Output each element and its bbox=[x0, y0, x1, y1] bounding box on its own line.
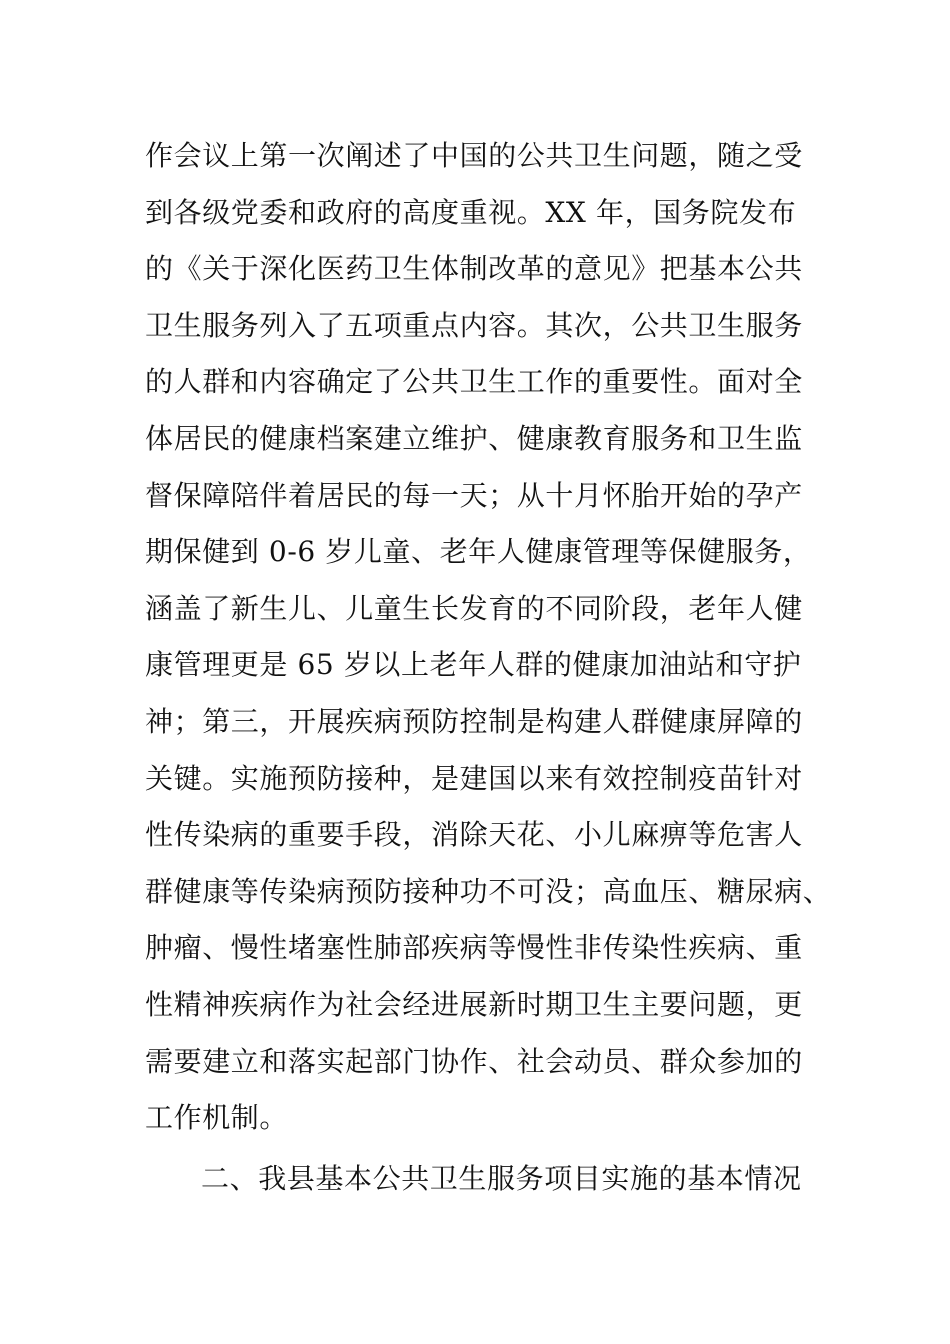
paragraph-line: 工作机制。 bbox=[145, 1101, 289, 1135]
paragraph-line: 需要建立和落实起部门协作、社会动员、群众参加的 bbox=[145, 1044, 803, 1078]
paragraph-line: 到各级党委和政府的高度重视。XX 年，国务院发布 bbox=[145, 195, 797, 229]
paragraph-line: 性传染病的重要手段，消除天花、小儿麻痹等危害人 bbox=[145, 818, 803, 852]
paragraph-line: 康管理更是 65 岁以上老年人群的健康加油站和守护 bbox=[145, 648, 802, 682]
paragraph-line: 的《关于深化医药卫生体制改革的意见》把基本公共 bbox=[145, 252, 803, 286]
paragraph-line: 关键。实施预防接种，是建国以来有效控制疫苗针对 bbox=[145, 761, 803, 795]
paragraph-line: 群健康等传染病预防接种功不可没；高血压、糖尿病、 bbox=[145, 874, 832, 908]
paragraph-line: 卫生服务列入了五项重点内容。其次，公共卫生服务 bbox=[145, 308, 803, 342]
paragraph-line: 督保障陪伴着居民的每一天；从十月怀胎开始的孕产 bbox=[145, 478, 803, 512]
section-heading: 二、我县基本公共卫生服务项目实施的基本情况 bbox=[201, 1161, 802, 1195]
paragraph-line: 体居民的健康档案建立维护、健康教育服务和卫生监 bbox=[145, 421, 803, 455]
paragraph-line: 性精神疾病作为社会经进展新时期卫生主要问题，更 bbox=[145, 987, 803, 1021]
paragraph-line: 神；第三，开展疾病预防控制是构建人群健康屏障的 bbox=[145, 704, 803, 738]
paragraph-line: 期保健到 0-6 岁儿童、老年人健康管理等保健服务， bbox=[145, 535, 812, 569]
paragraph-line: 的人群和内容确定了公共卫生工作的重要性。面对全 bbox=[145, 365, 803, 399]
body-text bbox=[145, 128, 845, 1207]
paragraph-line: 肿瘤、慢性堵塞性肺部疾病等慢性非传染性疾病、重 bbox=[145, 931, 803, 965]
paragraph-line: 涵盖了新生儿、儿童生长发育的不同阶段，老年人健 bbox=[145, 591, 803, 625]
paragraph-line: 作会议上第一次阐述了中国的公共卫生问题，随之受 bbox=[145, 139, 803, 172]
